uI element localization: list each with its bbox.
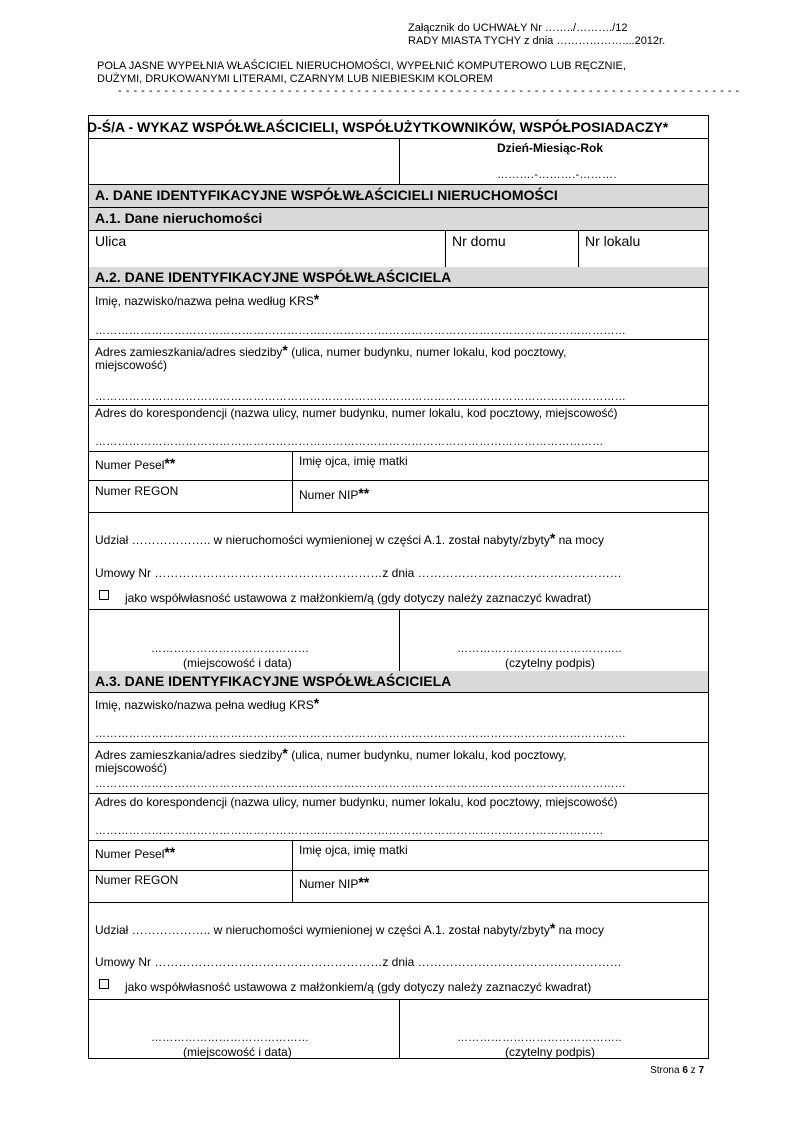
owner2-place-date-label: (miejscowość i data) [183,1045,292,1059]
instructions-line-1: POLA JASNE WYPEŁNIA WŁAŚCICIEL NIERUCHOMOŚCI, WYPEŁNIĆ KOMPUTEROWO LUB RĘCZNIE, [97,60,626,72]
owner1-joint-label: jako współwłasność ustawowa z małżonkiem/ą (gdy dotyczy należy zaznaczyć kwadrat) [125,591,592,605]
owner1-name-label: Imię, nazwisko/nazwa pełna według KRS* [95,291,320,308]
owner2-correspondence-field[interactable]: ……………………………………………………………………………………………………………………… [95,825,604,837]
owner1-pesel-field[interactable]: Numer Pesel** [95,455,176,472]
owner1-regon-field[interactable]: Numer REGON [95,484,179,498]
section-a2-heading: A.2. DANE IDENTYFIKACYJNE WSPÓŁWŁAŚCICIELA [95,269,452,285]
owner2-signature-field[interactable]: …………………………………….. [457,1032,622,1044]
owner2-name-label: Imię, nazwisko/nazwa pełna według KRS* [95,695,320,712]
owner2-address-field[interactable]: …………………………………………………………………………………………………………………………… [95,778,627,790]
house-number-field[interactable]: Nr domu [452,233,506,249]
owner2-nip-field[interactable]: Numer NIP** [299,874,370,891]
owner1-parents-field[interactable]: Imię ojca, imię matki [299,454,408,468]
apartment-number-field[interactable]: Nr lokalu [585,233,641,249]
owner1-correspondence-field[interactable]: ……………………………………………………………………………………………………………………… [95,436,604,448]
section-a-heading: A. DANE IDENTYFIKACYJNE WSPÓŁWŁAŚCICIELI NIERUCHOMOŚCI [95,187,558,203]
owner1-signature-field[interactable]: …………………………………….. [457,643,622,655]
owner1-address-label: Adres zamieszkania/adres siedziby* (ulica, numer budynku, numer lokalu, kod pocztowy, [95,342,567,359]
owner2-joint-label: jako współwłasność ustawowa z małżonkiem/ą (gdy dotyczy należy zaznaczyć kwadrat) [125,980,592,994]
owner1-name-field[interactable]: …………………………………………………………………………………………………………………………… [95,325,627,337]
section-a1-heading: A.1. Dane nieruchomości [95,210,263,226]
owner1-address-field[interactable]: …………………………………………………………………………………………………………………………… [95,391,627,403]
street-field[interactable]: Ulica [95,233,127,249]
date-field[interactable]: ……….-……….-………. [497,169,617,181]
date-label: Dzień-Miesiąc-Rok [497,141,604,155]
owner2-signature-label: (czytelny podpis) [505,1045,596,1059]
owner2-regon-field[interactable]: Numer REGON [95,873,179,887]
council-date-ref: RADY MIASTA TYCHY z dnia ………………....2012r. [408,35,666,47]
owner1-place-date-field[interactable]: …………………………………… [151,643,310,655]
owner2-name-field[interactable]: …………………………………………………………………………………………………………………………… [95,728,627,740]
section-a3-heading: A.3. DANE IDENTYFIKACYJNE WSPÓŁWŁAŚCICIELA [95,673,452,689]
dashed-separator: - - - - - - - - - - - - - - - - - - - - - - - - - - - - - - - - - - - - - - - - - - - - - - - - - - - - - - - - - - - - - - - - - - - - - - - - - - - - - - - - - [118,85,740,97]
resolution-ref: Załącznik do UCHWAŁY Nr ……../………./12 [408,22,628,34]
owner1-signature-label: (czytelny podpis) [505,656,596,670]
owner2-joint-checkbox[interactable] [99,979,109,989]
owner2-place-date-field[interactable]: …………………………………… [151,1032,310,1044]
owner1-share-line: Udział ……………….. w nieruchomości wymienionej w części A.1. został nabyty/zbyty* na mocy [95,530,604,547]
owner1-correspondence-label: Adres do korespondencji (nazwa ulicy, numer budynku, numer lokalu, kod pocztowy, miejscowość) [95,406,618,420]
owner2-pesel-field[interactable]: Numer Pesel** [95,844,176,861]
owner2-correspondence-label: Adres do korespondencji (nazwa ulicy, numer budynku, numer lokalu, kod pocztowy, miejscowość) [95,795,618,809]
form-table [88,115,709,1059]
owner2-contract-line[interactable]: Umowy Nr …………………………………………………z dnia …………………………………………… [95,955,622,969]
owner2-address-label-line2: miejscowość) [95,761,168,775]
owner1-contract-line[interactable]: Umowy Nr …………………………………………………z dnia …………………………………………… [95,566,622,580]
owner2-address-label: Adres zamieszkania/adres siedziby* (ulica, numer budynku, numer lokalu, kod pocztowy, [95,745,567,762]
owner1-joint-checkbox[interactable] [99,590,109,600]
page-number: Strona 6 z 7 [650,1065,704,1076]
owner2-parents-field[interactable]: Imię ojca, imię matki [299,843,408,857]
owner1-place-date-label: (miejscowość i data) [183,656,292,670]
owner2-share-line: Udział ……………….. w nieruchomości wymienionej w części A.1. został nabyty/zbyty* na mocy [95,920,604,937]
instructions-line-2: DUŻYMI, DRUKOWANYMI LITERAMI, CZARNYM LUB NIEBIESKIM KOLOREM [97,73,493,85]
form-title: D-Ś/A - WYKAZ WSPÓŁWŁAŚCICIELI, WSPÓŁUŻYTKOWNIKÓW, WSPÓŁPOSIADACZY* [87,119,669,135]
owner1-nip-field[interactable]: Numer NIP** [299,485,370,502]
owner1-address-label-line2: miejscowość) [95,358,168,372]
